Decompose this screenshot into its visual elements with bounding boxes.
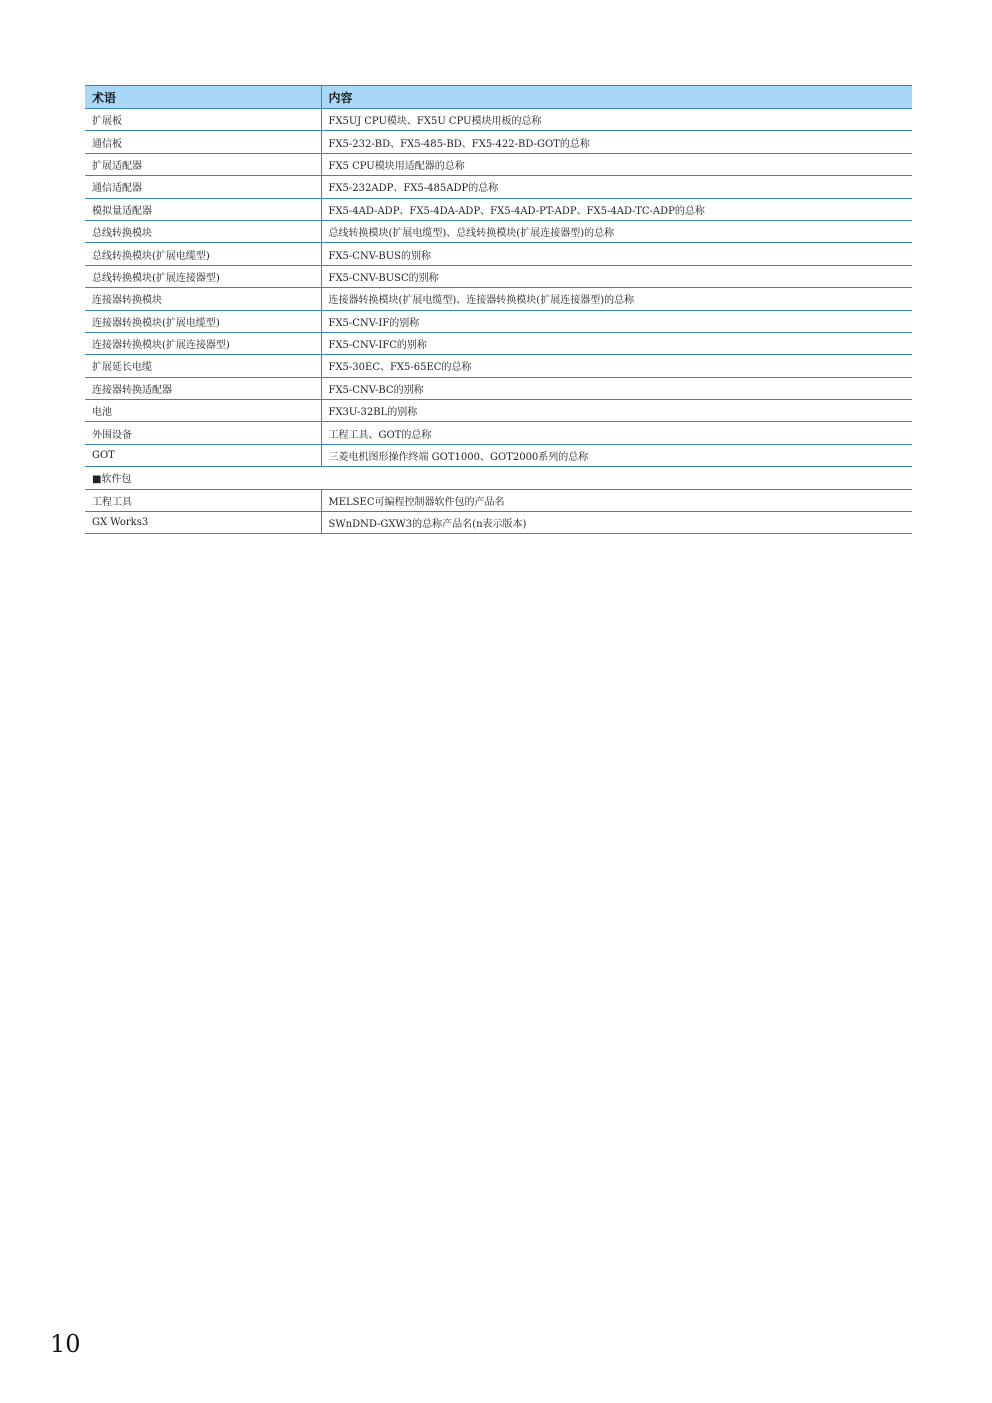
table-row	[85, 198, 912, 220]
table-row	[85, 332, 912, 354]
term-cell: 连接器转换适配器	[85, 377, 321, 399]
description-cell: FX5-4AD-ADP、FX5-4DA-ADP、FX5-4AD-PT-ADP、FX5-4AD-TC-ADP的总称	[321, 198, 912, 220]
description-cell: 总线转换模块(扩展电缆型)、总线转换模块(扩展连接器型)的总称	[321, 220, 912, 242]
table-row	[85, 422, 912, 444]
term-cell: 连接器转换模块(扩展连接器型)	[85, 332, 321, 354]
term-cell: 总线转换模块(扩展连接器型)	[85, 265, 321, 287]
table-row	[85, 131, 912, 153]
term-cell: 扩展适配器	[85, 153, 321, 175]
header-term: 术语	[85, 86, 321, 109]
table-row	[85, 153, 912, 175]
table-row	[85, 220, 912, 242]
description-cell: SWnDND-GXW3的总称产品名(n表示版本)	[321, 512, 912, 534]
term-cell: 通信板	[85, 131, 321, 153]
term-cell: GX Works3	[85, 512, 321, 534]
table-header-row	[85, 86, 912, 109]
term-cell: 电池	[85, 400, 321, 422]
term-cell: 工程工具	[85, 489, 321, 511]
description-cell: FX5UJ CPU模块、FX5U CPU模块用板的总称	[321, 109, 912, 131]
term-cell: 总线转换模块	[85, 220, 321, 242]
section-row	[85, 467, 912, 489]
term-cell: 扩展延长电缆	[85, 355, 321, 377]
table-row	[85, 176, 912, 198]
description-cell: FX3U-32BL的别称	[321, 400, 912, 422]
description-cell: FX5-232-BD、FX5-485-BD、FX5-422-BD-GOT的总称	[321, 131, 912, 153]
table-row	[85, 444, 912, 466]
table-row	[85, 265, 912, 287]
term-cell: 模拟量适配器	[85, 198, 321, 220]
table-row	[85, 288, 912, 310]
description-cell: FX5-CNV-IFC的别称	[321, 332, 912, 354]
description-cell: 三菱电机图形操作终端 GOT1000、GOT2000系列的总称	[321, 444, 912, 466]
description-cell: FX5-CNV-BUS的别称	[321, 243, 912, 265]
page-number: 10	[50, 1330, 81, 1358]
table-row	[85, 310, 912, 332]
description-cell: 连接器转换模块(扩展电缆型)、连接器转换模块(扩展连接器型)的总称	[321, 288, 912, 310]
table-row	[85, 400, 912, 422]
term-cell: 总线转换模块(扩展电缆型)	[85, 243, 321, 265]
description-cell: FX5-CNV-IF的别称	[321, 310, 912, 332]
table-row	[85, 512, 912, 534]
term-cell: 连接器转换模块(扩展电缆型)	[85, 310, 321, 332]
description-cell: 工程工具、GOT的总称	[321, 422, 912, 444]
table-row	[85, 489, 912, 511]
description-cell: FX5-CNV-BC的别称	[321, 377, 912, 399]
term-cell: 通信适配器	[85, 176, 321, 198]
table-row	[85, 355, 912, 377]
terms-table	[85, 85, 912, 534]
section-label: ■软件包	[85, 467, 912, 489]
description-cell: FX5 CPU模块用适配器的总称	[321, 153, 912, 175]
term-cell: 扩展板	[85, 109, 321, 131]
term-cell: 外围设备	[85, 422, 321, 444]
description-cell: MELSEC可编程控制器软件包的产品名	[321, 489, 912, 511]
term-cell: GOT	[85, 444, 321, 466]
description-cell: FX5-CNV-BUSC的别称	[321, 265, 912, 287]
term-cell: 连接器转换模块	[85, 288, 321, 310]
header-content: 内容	[321, 86, 912, 109]
description-cell: FX5-232ADP、FX5-485ADP的总称	[321, 176, 912, 198]
description-cell: FX5-30EC、FX5-65EC的总称	[321, 355, 912, 377]
table-row	[85, 243, 912, 265]
table-row	[85, 377, 912, 399]
table-row	[85, 109, 912, 131]
